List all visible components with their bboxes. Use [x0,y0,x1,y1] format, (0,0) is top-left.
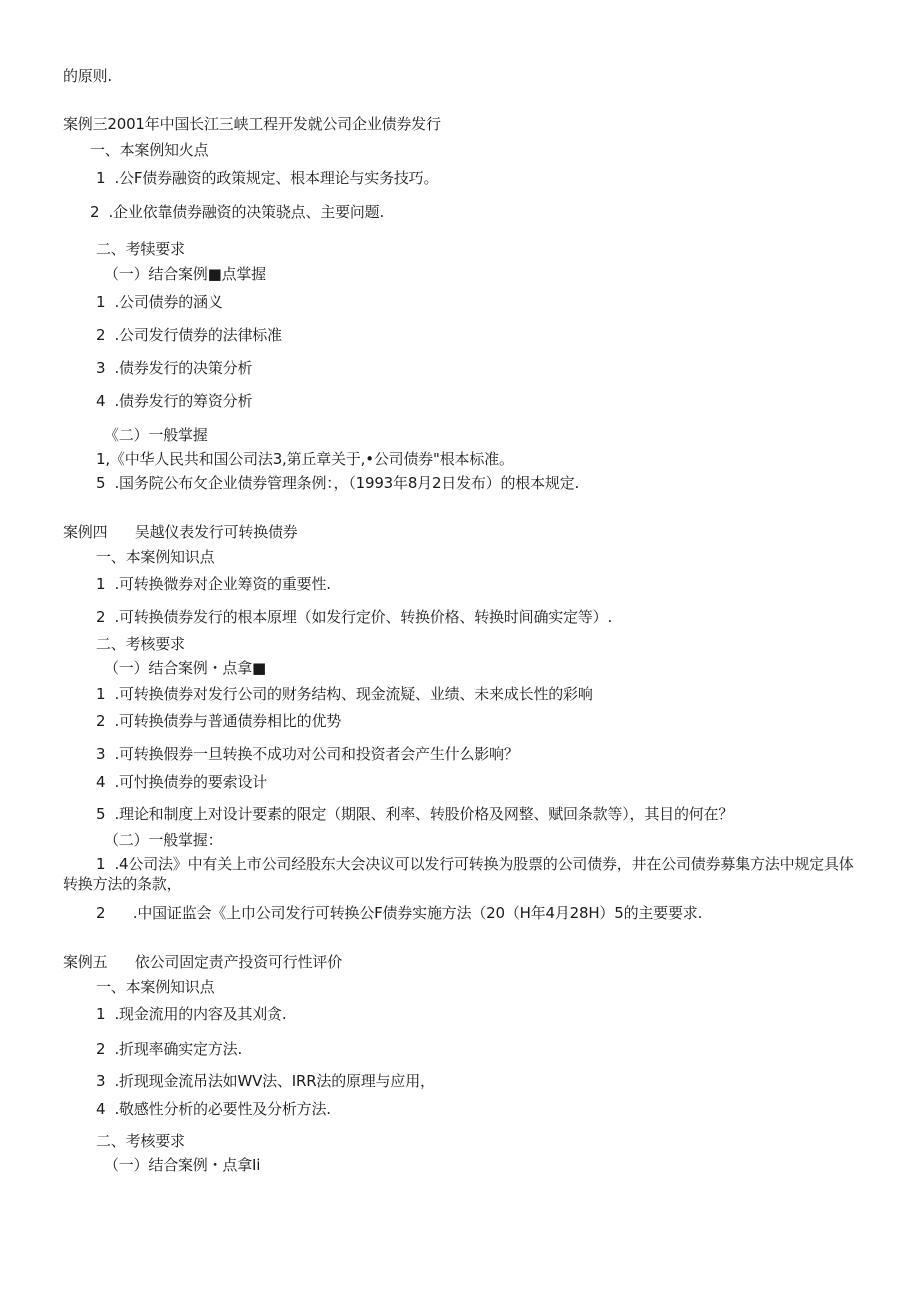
case4-section2-heading: 二、考核要求 [96,635,185,653]
case3-section1-heading: 一、本案例知火点 [90,141,209,159]
case3-knowledge-item-2: 2 .企业依靠债券融资的决策骁点、主要问题. [90,203,385,221]
case4-sub1-item-2: 2 .可转换债券与普通债券相比的优势 [96,712,342,730]
case4-sub1-item-4: 4 .可忖换债券的要索设计 [96,773,268,791]
case5-knowledge-item-3: 3 .折现现金流吊法如WV法、IRR法的原理与应用， [96,1072,435,1090]
case4-sub2-heading: （二）一般掌握： [104,831,223,849]
case3-sub2-heading: 《二）一般掌握 [104,426,208,444]
case5-title: 案例五 依公司固定责产投资可行性评价 [63,953,343,971]
case4-section1-heading: 一、本案例知识点 [96,548,215,566]
case4-title: 案例四 吴越仪表发行可转换债券 [63,523,298,541]
case3-section2-heading: 二、考犊要求 [96,240,185,258]
case5-sub1-heading: （一）结合案例・点拿Ii [104,1156,261,1174]
case3-sub2-item-2: 5 .国务院公布攵企业债券管理条例：，（1993年8月2日发布）的根本规定. [96,474,580,492]
case3-sub1-item-3: 3 .债券发行的决策分析 [96,359,253,377]
case4-knowledge-item-1: 1 .可转换微券对企业筹资的重要性. [96,575,331,593]
case5-knowledge-item-4: 4 .敬感性分析的必要性及分析方法. [96,1100,331,1118]
case3-sub1-item-4: 4 .债券发行的筹资分析 [96,392,253,410]
case4-sub1-item-1: 1 .可转换债券对发行公司的财务结构、现金流疑、业绩、未来成长性的彩响 [96,685,593,703]
case5-knowledge-item-2: 2 .折现率确实定方法. [96,1040,243,1058]
case3-title: 案例三2001年中国长江三峡工程开发就公司企业债券发行 [63,115,441,133]
case4-sub1-item-3: 3 .可转换假券一旦转换不成功对公司和投资者会产生什么影响？ [96,745,519,763]
case3-sub1-item-2: 2 .公司发行债券的法律标准 [96,326,282,344]
case3-sub1-heading: （一）结合案例■点掌握 [104,265,266,283]
intro-tail-text: 的原则. [63,67,112,85]
case4-sub1-heading: （一）结合案例・点拿■ [104,659,266,677]
case3-sub2-item-1: 1,《中华人民共和国公司法3,第丘章关于,•公司债券"根本标准。 [96,450,514,468]
case5-section1-heading: 一、本案例知识点 [96,978,215,996]
case4-sub2-item-1: 1 .4公司法》中有关上市公司经股东大会决议可以发行可转换为股票的公司债券，井在公司债券募集方法中规定具体转换方法的条款， [63,855,854,893]
case5-section2-heading: 二、考核要求 [96,1132,185,1150]
case4-knowledge-item-2: 2 .可转换债券发行的根本原埋（如发行定价、转换价格、转换时间确实定等）. [96,608,613,626]
case5-knowledge-item-1: 1 .现金流用的内容及其刈贪. [96,1005,287,1023]
case4-sub1-item-5: 5 .理论和制度上对设计要素的限定（期限、利率、转股价格及网整、赋回条款等），其目的何在？ [96,805,734,823]
case4-sub2-item-2: 2 .中国证监会《上巾公司发行可转换公F债券实施方法（20（H年4月28H）5的主要要求. [96,904,703,922]
case3-knowledge-item-1: 1 .公F债券融资的政策规定、根本理论与实务技巧。 [96,169,439,187]
case3-sub1-item-1: 1 .公司债券的涵义 [96,293,223,311]
